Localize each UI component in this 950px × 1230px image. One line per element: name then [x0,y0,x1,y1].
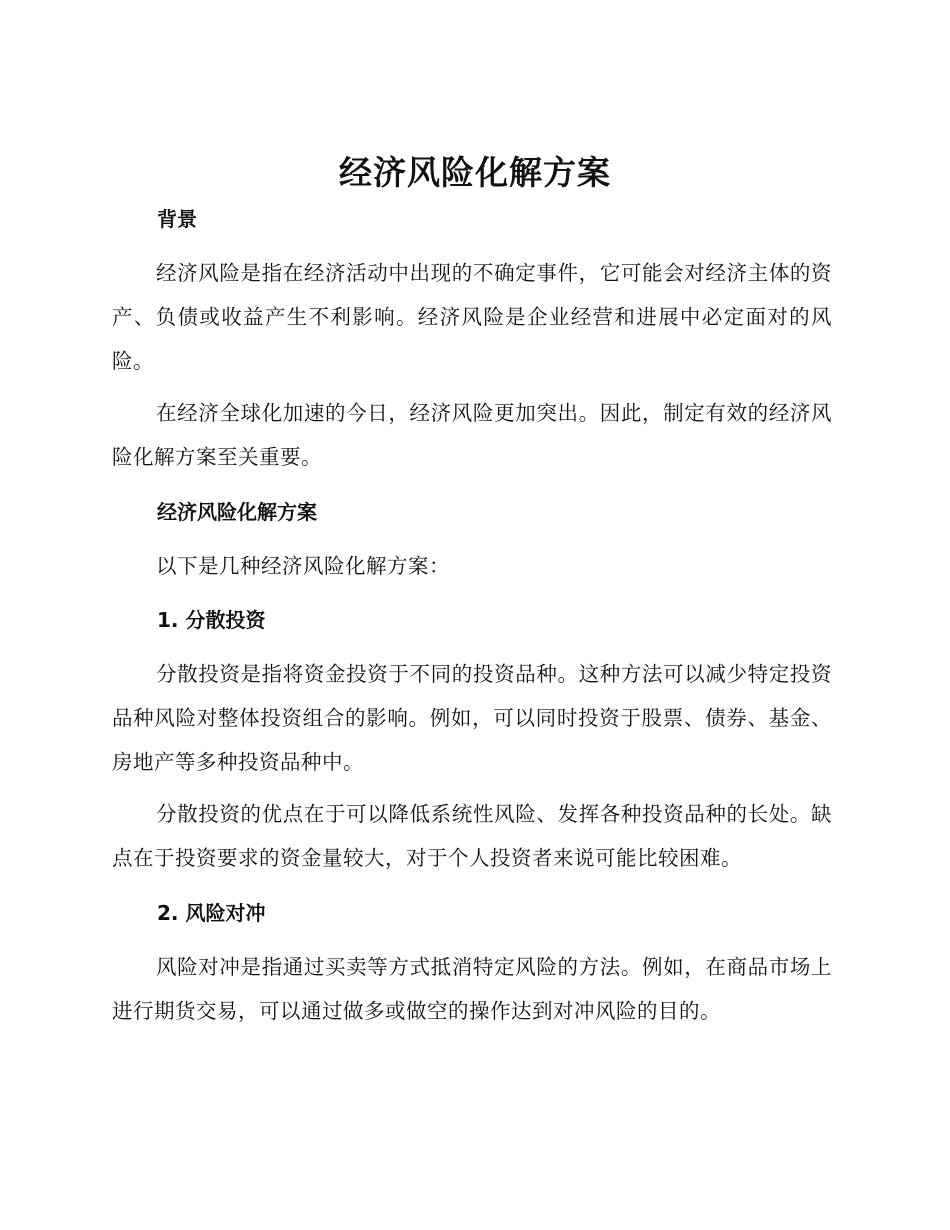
section-heading-background: 背景 [157,207,197,231]
paragraph-solutions-intro: 以下是几种经济风险化解方案： [156,554,450,578]
section-heading-solutions: 经济风险化解方案 [157,500,317,524]
paragraph-risk-hedging-1: 风险对冲是指通过买卖等方式抵消特定风险的方法。例如，在商品市场上进行期货交易，可以通过做多或做空的操作达到对冲风险的目的。 [112,955,832,1023]
paragraph-background-2: 在经济全球化加速的今日，经济风险更加突出。因此，制定有效的经济风险化解方案至关重要。 [112,401,832,469]
document-title: 经济风险化解方案 [339,153,611,192]
item-heading-diversified-investment: 1. 分散投资 [157,608,266,632]
paragraph-diversified-investment-1: 分散投资是指将资金投资于不同的投资品种。这种方法可以减少特定投资品种风险对整体投资组合的影响。例如，可以同时投资于股票、债券、基金、房地产等多种投资品种中。 [112,662,832,774]
paragraph-diversified-investment-2: 分散投资的优点在于可以降低系统性风险、发挥各种投资品种的长处。缺点在于投资要求的资金量较大，对于个人投资者来说可能比较困难。 [112,802,832,870]
paragraph-background-1: 经济风险是指在经济活动中出现的不确定事件，它可能会对经济主体的资产、负债或收益产生不利影响。经济风险是企业经营和进展中必定面对的风险。 [112,261,832,373]
item-heading-risk-hedging: 2. 风险对冲 [157,901,266,925]
